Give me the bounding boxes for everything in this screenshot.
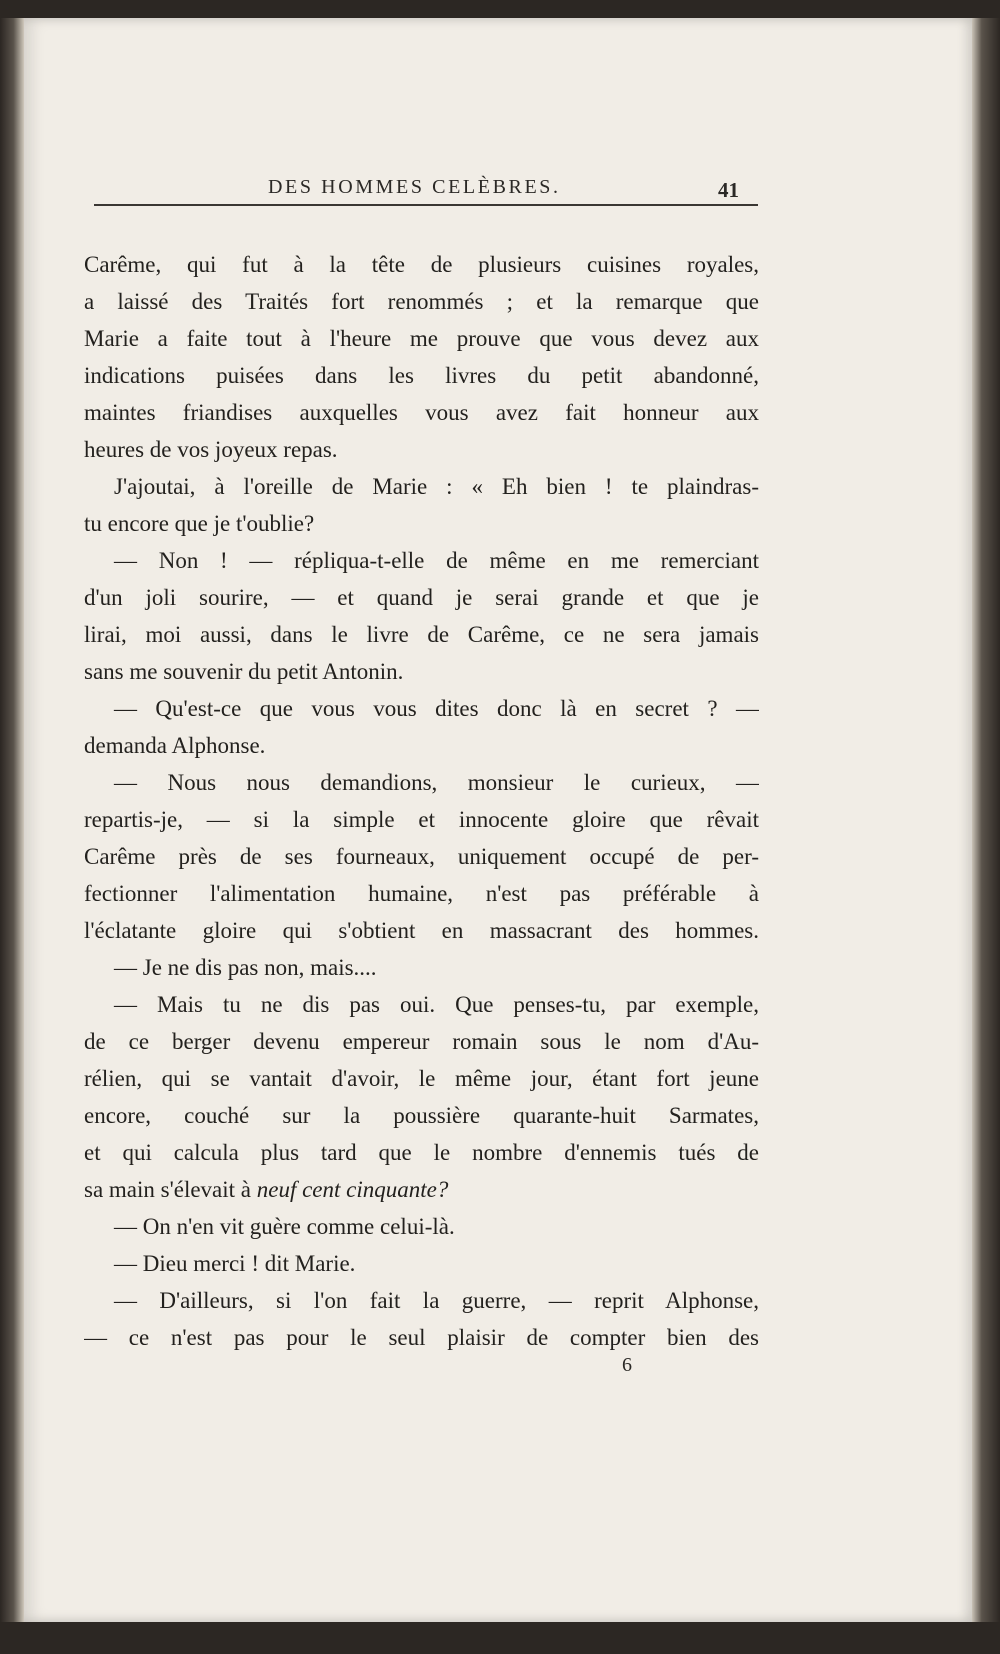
text-line: repartis-je, — si la simple et innocente gloire que rêvait (84, 807, 759, 832)
text-line: sans me souvenir du petit Antonin. (84, 659, 404, 684)
text-line: encore, couché sur la poussière quarante-huit Sarmates, (84, 1103, 759, 1128)
text-line: J'ajoutai, à l'oreille de Marie : « Eh bien ! te plaindras- (114, 474, 759, 499)
text-line: fectionner l'alimentation humaine, n'est pas préférable à (84, 881, 759, 906)
signature-mark: 6 (622, 1354, 632, 1376)
text-line: l'éclatante gloire qui s'obtient en massacrant des hommes. (84, 918, 759, 943)
italic-emphasis: neuf cent cinquante? (256, 1177, 449, 1202)
text-line: Carême, qui fut à la tête de plusieurs cuisines royales, (84, 252, 759, 277)
text-line (84, 1171, 759, 1208)
text-line: rélien, qui se vantait d'avoir, le même jour, étant fort jeune (84, 1066, 759, 1091)
text-line: — Je ne dis pas non, mais.... (114, 955, 377, 980)
text-line: maintes friandises auxquelles vous avez fait honneur aux (84, 400, 759, 425)
text-line: — Mais tu ne dis pas oui. Que penses-tu, par exemple, (114, 992, 759, 1017)
text-line: lirai, moi aussi, dans le livre de Carême, ce ne sera jamais (84, 622, 759, 647)
book-page (24, 18, 972, 1622)
running-title: DES HOMMES CELÈBRES. (268, 176, 561, 198)
text-line: et qui calcula plus tard que le nombre d'ennemis tués de (84, 1140, 759, 1165)
scan-top-border (0, 0, 1000, 20)
running-head (24, 176, 972, 206)
text-line: — Qu'est-ce que vous vous dites donc là en secret ? — (114, 696, 759, 721)
text-line: — On n'en vit guère comme celui-là. (114, 1214, 455, 1239)
text-line: heures de vos joyeux repas. (84, 437, 338, 462)
page-right-edge (972, 18, 1000, 1624)
text-span: sa main s'élevait à (84, 1177, 251, 1202)
text-line: — Dieu merci ! dit Marie. (114, 1251, 356, 1276)
text-line: indications puisées dans les livres du petit abandonné, (84, 363, 759, 388)
body-text (84, 246, 759, 1356)
text-line: de ce berger devenu empereur romain sous le nom d'Au- (84, 1029, 759, 1054)
text-line: Marie a faite tout à l'heure me prouve que vous devez aux (84, 326, 759, 351)
scan-bottom-border (0, 1622, 1000, 1654)
header-rule (94, 204, 758, 206)
text-line: — Nous nous demandions, monsieur le curieux, — (114, 770, 759, 795)
text-line: Carême près de ses fourneaux, uniquement occupé de per- (84, 844, 759, 869)
text-line: — Non ! — répliqua-t-elle de même en me remerciant (114, 548, 759, 573)
text-line: demanda Alphonse. (84, 733, 266, 758)
text-line: a laissé des Traités fort renommés ; et la remarque que (84, 289, 759, 314)
page-number: 41 (718, 178, 739, 202)
text-line: tu encore que je t'oublie? (84, 511, 315, 536)
text-line: — ce n'est pas pour le seul plaisir de compter bien des (84, 1325, 759, 1350)
text-line: — D'ailleurs, si l'on fait la guerre, — reprit Alphonse, (114, 1288, 759, 1313)
text-line: d'un joli sourire, — et quand je serai grande et que je (84, 585, 759, 610)
